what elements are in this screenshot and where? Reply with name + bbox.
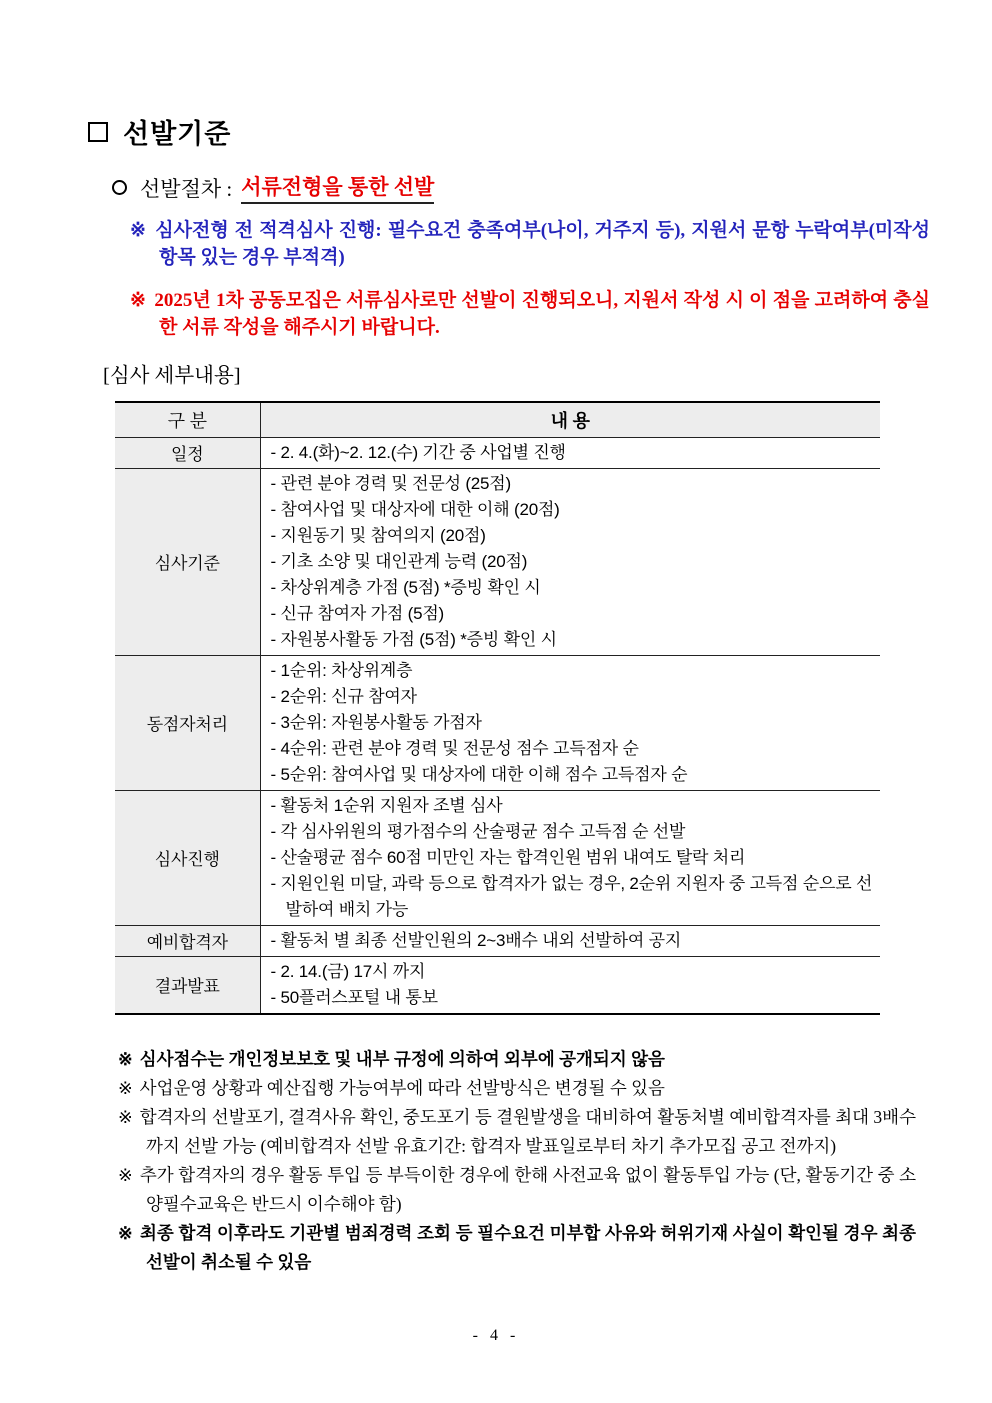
cell-line: - 관련 분야 경력 및 전문성 (25점) [270, 473, 511, 493]
footnote [118, 1161, 916, 1219]
cell-line: - 자원봉사활동 가점 (5점) *증빙 확인 시 [270, 629, 557, 649]
header-category: 구 분 [115, 402, 260, 437]
footnote [118, 1074, 916, 1103]
row-label: 일정 [115, 437, 260, 468]
review-detail-table [115, 401, 880, 1015]
row-label: 심사기준 [115, 468, 260, 655]
circle-bullet-icon [112, 180, 127, 195]
reference-mark-icon: ※ [130, 220, 148, 241]
reference-mark-icon: ※ [118, 1077, 133, 1098]
table-row-tiebreak [115, 655, 880, 790]
table-row-schedule [115, 437, 880, 468]
page-title-row [88, 0, 992, 151]
footnote [118, 1103, 916, 1161]
procedure-value: 서류전형을 통한 선발 [241, 171, 434, 204]
detail-heading: [심사 세부내용] [103, 365, 241, 387]
footnote [118, 1045, 916, 1074]
footnote-text: 추가 합격자의 경우 활동 투입 등 부득이한 경우에 한해 사전교육 없이 활동투입 가능 (단, 활동기간 중 소양필수교육은 반드시 이수해야 함) [139, 1164, 916, 1214]
cell-line: - 차상위계층 가점 (5점) *증빙 확인 시 [270, 577, 541, 597]
table-row-waitlist [115, 925, 880, 956]
procedure-row [112, 171, 992, 204]
table-row-results [115, 956, 880, 1014]
cell-line: - 3순위: 자원봉사활동 가점자 [270, 712, 482, 732]
footnotes-section [118, 1045, 916, 1277]
row-label: 심사진행 [115, 790, 260, 925]
row-label: 동점자처리 [115, 655, 260, 790]
reference-mark-icon: ※ [118, 1048, 133, 1069]
eligibility-note [130, 217, 930, 271]
cell-line: - 2. 14.(금) 17시 까지 [270, 961, 426, 981]
document-screening-note [130, 287, 930, 341]
cell-line: - 4순위: 관련 분야 경력 및 전문성 점수 고득점자 순 [270, 738, 639, 758]
cell-line: - 50플러스포털 내 통보 [270, 987, 438, 1007]
footnote-text: 심사점수는 개인정보보호 및 내부 규정에 의하여 외부에 공개되지 않음 [139, 1048, 665, 1069]
footnote-text: 합격자의 선발포기, 결격사유 확인, 중도포기 등 결원발생을 대비하여 활동처별 예비합격자를 최대 3배수까지 선발 가능 (예비합격자 선발 유효기간: 합격자 발표일로부터 차기 추가모집 공고 전까지) [139, 1106, 916, 1156]
page-number: - 4 - [472, 1327, 520, 1344]
cell-line: - 참여사업 및 대상자에 대한 이해 (20점) [270, 499, 560, 519]
cell-line: - 활동처 별 최종 선발인원의 2~3배수 내외 선발하여 공지 [270, 930, 682, 950]
cell-line: - 2순위: 신규 참여자 [270, 686, 417, 706]
cell-line: - 기초 소양 및 대인관계 능력 (20점) [270, 551, 528, 571]
table-row-criteria [115, 468, 880, 655]
cell-line: - 5순위: 참여사업 및 대상자에 대한 이해 점수 고득점자 순 [270, 764, 688, 784]
reference-mark-icon: ※ [118, 1222, 134, 1243]
cell-line: - 지원인원 미달, 과락 등으로 합격자가 없는 경우, 2순위 지원자 중 고득점 순으로 선발하여 배치 가능 [270, 873, 873, 919]
table-row-process [115, 790, 880, 925]
reference-mark-icon: ※ [118, 1164, 133, 1185]
cell-line: - 신규 참여자 가점 (5점) [270, 603, 445, 623]
footnote-text: 사업운영 상황과 예산집행 가능여부에 따라 선발방식은 변경될 수 있음 [139, 1077, 665, 1098]
reference-mark-icon: ※ [118, 1106, 133, 1127]
header-content: 내 용 [260, 402, 880, 437]
footnote-text: 최종 합격 이후라도 기관별 범죄경력 조회 등 필수요건 미부합 사유와 허위기재 사실이 확인될 경우 최종 선발이 취소될 수 있음 [140, 1222, 916, 1272]
row-label: 예비합격자 [115, 925, 260, 956]
eligibility-note-text: 심사전형 전 적격심사 진행: 필수요건 충족여부(나이, 거주지 등), 지원서 문항 누락여부(미작성 항목 있는 경우 부적격) [155, 220, 930, 268]
cell-line: - 지원동기 및 참여의지 (20점) [270, 525, 486, 545]
footnote [118, 1219, 916, 1277]
square-bullet-icon [88, 122, 108, 142]
cell-line: - 1순위: 차상위계층 [270, 660, 413, 680]
procedure-label: 선발절차 : [140, 176, 233, 201]
cell-line: - 활동처 1순위 지원자 조별 심사 [270, 795, 503, 815]
table-header-row [115, 402, 880, 437]
document-screening-note-text: 2025년 1차 공동모집은 서류심사로만 선발이 진행되오니, 지원서 작성 시 이 점을 고려하여 충실한 서류 작성을 해주시기 바랍니다. [154, 290, 930, 338]
reference-mark-icon: ※ [130, 290, 147, 311]
cell-line: - 2. 4.(화)~2. 12.(수) 기간 중 사업별 진행 [270, 442, 566, 462]
cell-line: - 각 심사위원의 평가점수의 산술평균 점수 고득점 순 선발 [270, 821, 686, 841]
row-label: 결과발표 [115, 956, 260, 1014]
cell-line: - 산술평균 점수 60점 미만인 자는 합격인원 범위 내여도 탈락 처리 [270, 847, 746, 867]
page-title: 선발기준 [123, 119, 232, 149]
